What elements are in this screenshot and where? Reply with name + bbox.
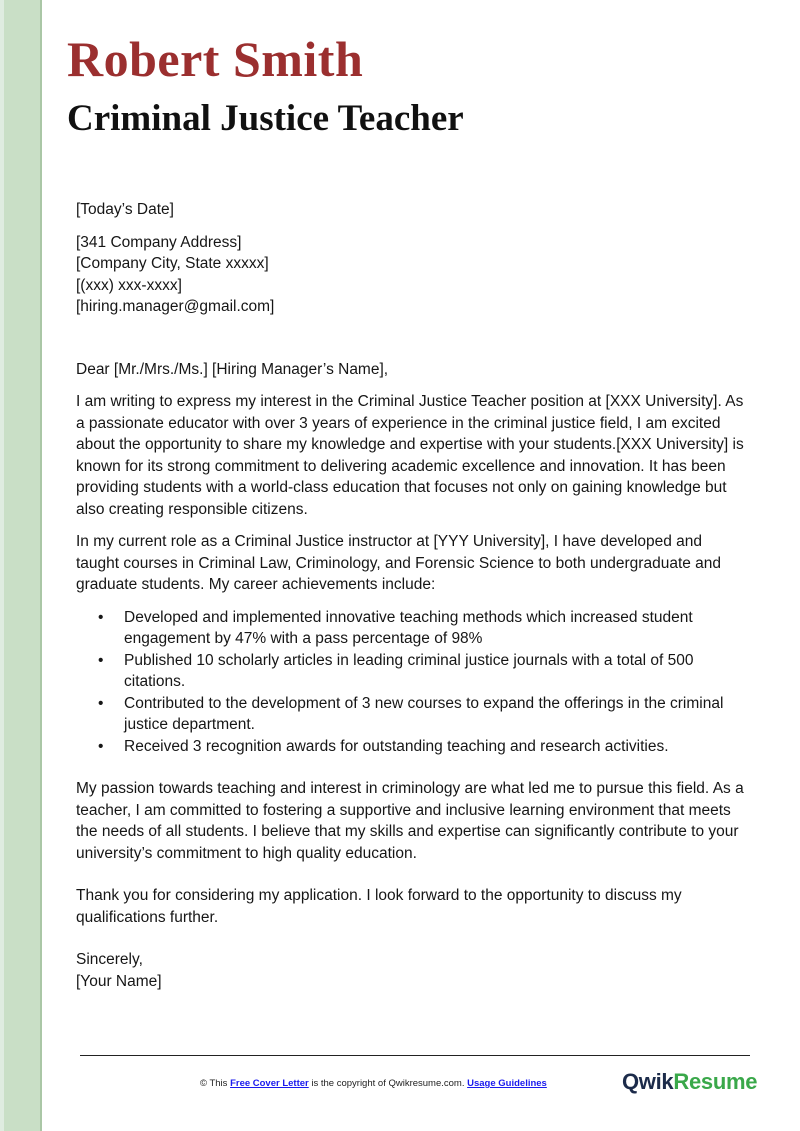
letter-date: [Today’s Date] bbox=[76, 201, 174, 218]
achievement-text: Received 3 recognition awards for outstanding teaching and research activities. bbox=[124, 737, 669, 755]
paragraph-current-role: In my current role as a Criminal Justice instructor at [YYY University], I have developed and taught courses in Criminal Law, Criminology, and Forensic Science to both undergraduate and graduate students. My career achievements include: bbox=[76, 533, 722, 593]
salutation: Dear [Mr./Mrs./Ms.] [Hiring Manager’s Name], bbox=[76, 360, 389, 378]
letter-body bbox=[76, 199, 744, 992]
bullet-icon: • bbox=[98, 737, 104, 755]
achievement-text: Published 10 scholarly articles in leading criminal justice journals with a total of 500 citations. bbox=[124, 651, 694, 690]
signature: [Your Name] bbox=[76, 972, 162, 990]
address-line: [341 Company Address] bbox=[76, 233, 242, 251]
paragraph-passion: My passion towards teaching and interest in criminology are what led me to pursue this field. As a teacher, I am committed to fostering a supportive and inclusive learning environment that meets the needs of all students. I believe that my skills and expertise can significantly contribute to your university’s commitment to high quality education. bbox=[76, 780, 744, 862]
address-line: [(xxx) xxx-xxxx] bbox=[76, 276, 182, 294]
bullet-icon: • bbox=[98, 694, 104, 712]
copyright-middle: is the copyright of Qwikresume.com. bbox=[308, 1078, 468, 1089]
copyright-prefix: © This bbox=[200, 1078, 231, 1089]
list-item bbox=[76, 607, 744, 650]
copyright-note bbox=[200, 1078, 547, 1089]
footer-divider bbox=[80, 1055, 750, 1056]
address-line: [hiring.manager@gmail.com] bbox=[76, 298, 275, 315]
logo-part-resume: Resume bbox=[673, 1069, 758, 1094]
closing: Sincerely, bbox=[76, 951, 143, 968]
achievements-list bbox=[76, 607, 744, 758]
achievement-text: Developed and implemented innovative teaching methods which increased student engagement by 47% with a pass percentage of 98% bbox=[124, 608, 693, 647]
usage-guidelines-link[interactable]: Usage Guidelines bbox=[467, 1078, 547, 1089]
address-line: [Company City, State xxxxx] bbox=[76, 255, 269, 272]
decorative-sidebar bbox=[0, 0, 42, 1131]
bullet-icon: • bbox=[98, 651, 104, 669]
achievement-text: Contributed to the development of 3 new courses to expand the offerings in the criminal justice department. bbox=[124, 694, 724, 733]
bullet-icon: • bbox=[98, 608, 104, 626]
job-title: Criminal Justice Teacher bbox=[67, 98, 464, 139]
list-item bbox=[76, 736, 744, 758]
list-item bbox=[76, 650, 744, 693]
list-item bbox=[76, 693, 744, 736]
applicant-name: Robert Smith bbox=[67, 31, 364, 87]
logo-part-qwik: Qwik bbox=[622, 1069, 674, 1094]
free-cover-letter-link[interactable]: Free Cover Letter bbox=[230, 1078, 309, 1089]
qwikresume-logo bbox=[622, 1069, 757, 1095]
sidebar-edge bbox=[0, 0, 4, 1131]
paragraph-intro: I am writing to express my interest in the Criminal Justice Teacher position at [XXX University]. As a passionate educator with over 3 years of experience in the criminal justice field, I am excited about the opportunity to share my knowledge and expertise with your students.[XXX University] is known for its strong commitment to delivering academic excellence and innovation. It has been providing students with a world-class education that focuses not only on gaining knowledge but also creating responsible citizens. bbox=[76, 393, 744, 518]
paragraph-thanks: Thank you for considering my application. I look forward to the opportunity to discuss my qualifications further. bbox=[76, 887, 682, 926]
